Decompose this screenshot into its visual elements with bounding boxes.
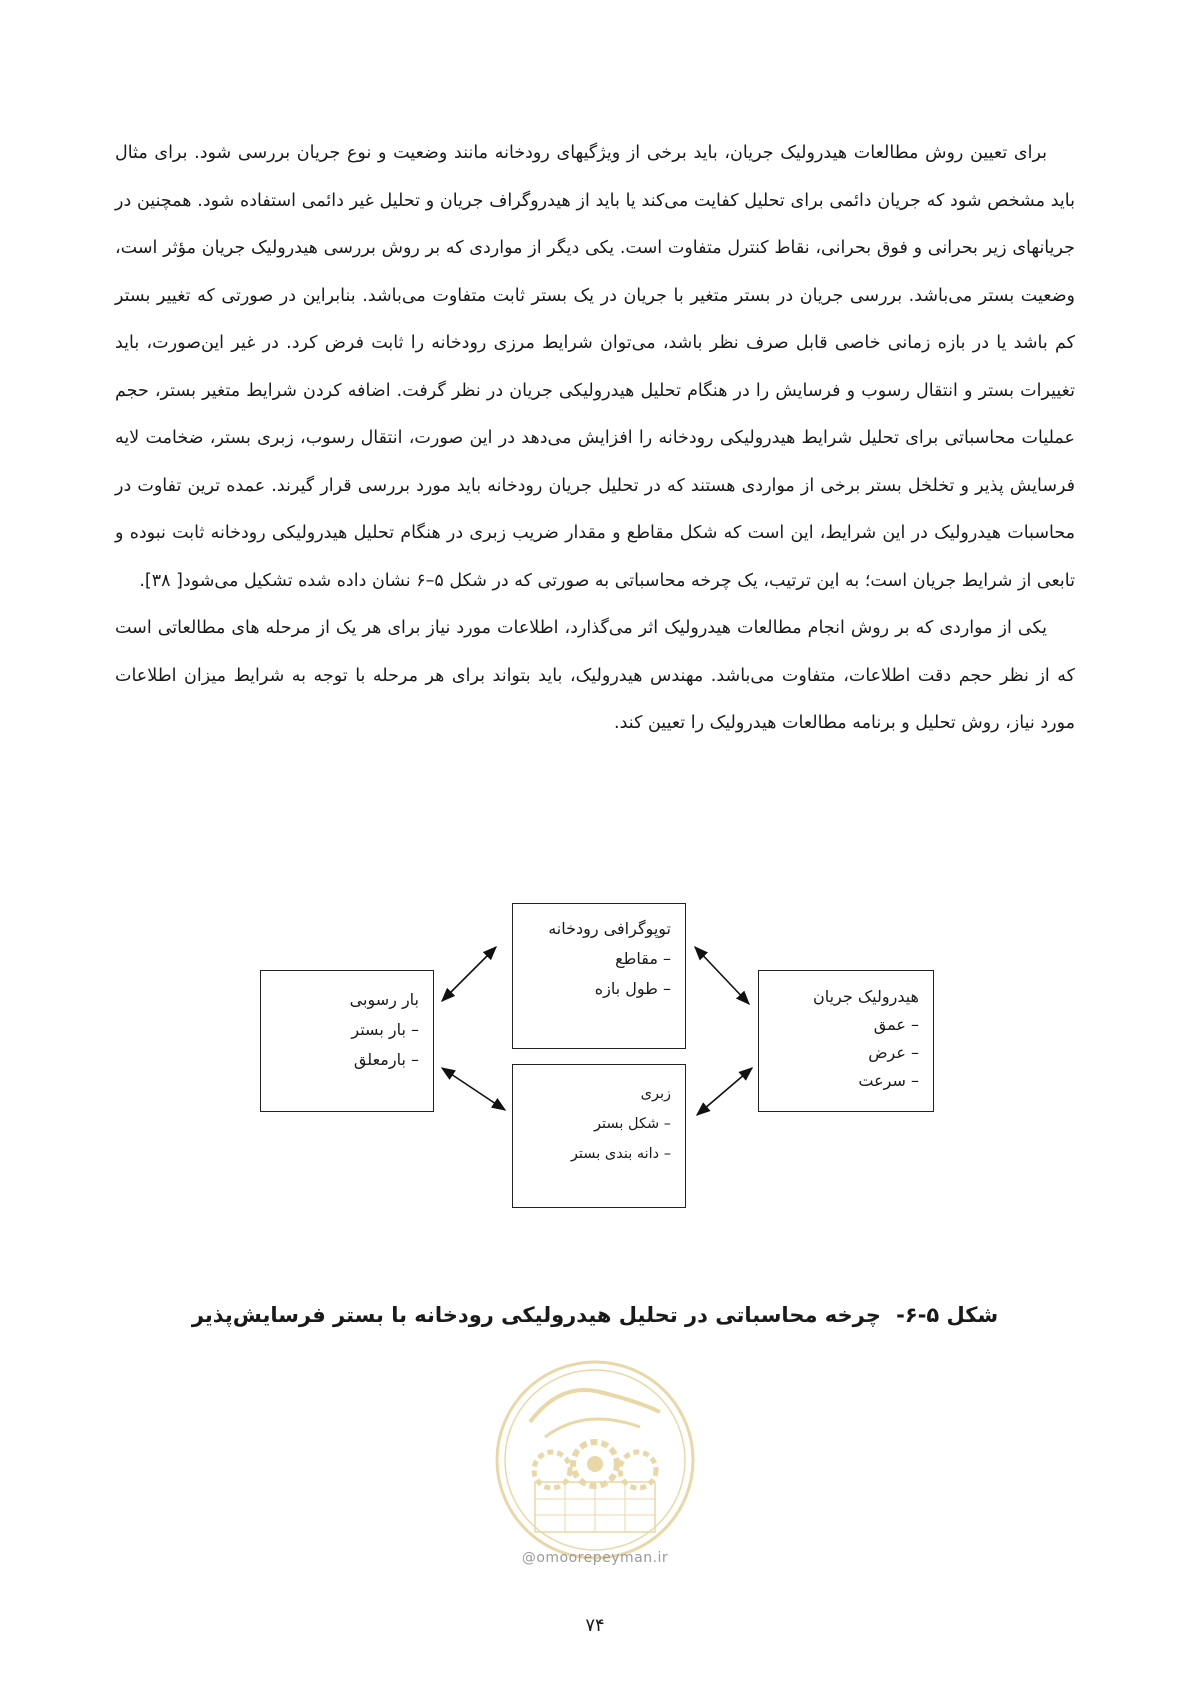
arrow-topography-hydraulics — [695, 947, 749, 1004]
flow-hydraulics-title: هیدرولیک جریان — [812, 987, 919, 1006]
paragraph-2: یکی از مواردی که بر روش انجام مطالعات هیدرولیک اثر می‌گذارد، اطلاعات مورد نیاز برای هر یک از مرحله های مطالعاتی است که از نظر حجم دقت اطلاعات، متفاوت می‌باشد. مهندس هیدرولیک، باید بتواند برای هر مرحله با توجه به شرایط میزان اطلاعات مورد نیاز، روش تحلیل و برنامه مطالعات هیدرولیک را تعیین کند. — [115, 618, 1075, 733]
reach-length-item: – طول بازه — [594, 979, 671, 998]
arrow-roughness-sediment — [442, 1068, 505, 1110]
body-text — [115, 130, 1075, 748]
width-item: – عرض — [868, 1043, 919, 1062]
cross-sections-item: – مقاطع — [615, 949, 671, 968]
figure-number: شکل ۵-۶- — [896, 1303, 999, 1327]
watermark-logo — [490, 1352, 700, 1568]
arrow-hydraulics-roughness — [697, 1068, 752, 1115]
roughness-box — [512, 1064, 686, 1208]
paragraph-1: برای تعیین روش مطالعات هیدرولیک جریان، باید برخی از ویژگیهای رودخانه مانند وضعیت و نوع جریان بررسی شود. برای مثال باید مشخص شود که جریان دائمی برای تحلیل کفایت می‌کند یا باید از هیدروگراف جریان و تحلیل غیر دائمی استفاده شود. همچنین در جریانهای زیر بحرانی و فوق بحرانی، نقاط کنترل متفاوت است. یکی دیگر از مواردی که بر روش بررسی هیدرولیک جریان مؤثر است، وضعیت بستر می‌باشد. بررسی جریان در بستر متغیر با جریان در یک بستر ثابت متفاوت می‌باشد. بنابراین در صورتی که تغییر بستر کم باشد یا در بازه زمانی خاصی قابل صرف نظر باشد، می‌توان شرایط مرزی رودخانه را ثابت فرض کرد. در غیر این‌صورت، باید تغییرات بستر و انتقال رسوب و فرسایش را در هنگام تحلیل هیدرولیکی جریان در نظر گرفت. اضافه کردن شرایط متغیر بستر، حجم عملیات محاسباتی برای تحلیل شرایط هیدرولیکی رودخانه را افزایش می‌دهد در این صورت، انتقال رسوب، زبری بستر، ضخامت لایه فرسایش پذیر و تخلخل بستر برخی از مواردی هستند که در تحلیل جریان رودخانه باید مورد بررسی قرار گیرند. عمده ترین تفاوت در محاسبات هیدرولیک در این شرایط، این است که شکل مقاطع و مقدار ضریب زبری در هنگام تحلیل هیدرولیکی رودخانه ثابت نبوده و تابعی از شرایط جریان است؛ به این ترتیب، یک چرخه محاسباتی به صورتی که در شکل ۵–۶ نشان داده شده تشکیل می‌شود[ ۳۸]. — [115, 143, 1075, 591]
figure-caption-text: چرخه محاسباتی در تحلیل هیدرولیکی رودخانه با بستر فرسایش‌پذیر — [191, 1303, 881, 1327]
suspended-load-item: – بارمعلق — [353, 1050, 419, 1069]
bed-form-item: – شکل بستر — [594, 1116, 671, 1132]
roughness-title: زبری — [640, 1086, 671, 1102]
sediment-load-title: بار رسوبی — [349, 990, 419, 1009]
sediment-load-box — [260, 970, 434, 1112]
river-topography-box — [512, 903, 686, 1049]
page-number: ۷۴ — [585, 1615, 605, 1636]
velocity-item: – سرعت — [858, 1071, 919, 1090]
watermark-site: @omoorepeyman.ir — [521, 1550, 669, 1566]
bed-gradation-item: – دانه بندی بستر — [570, 1146, 671, 1162]
bed-load-item: – بار بستر — [351, 1020, 419, 1039]
flow-hydraulics-box — [758, 970, 934, 1112]
depth-item: – عمق — [873, 1015, 919, 1034]
figure-caption — [100, 1303, 1090, 1327]
river-topography-title: توپوگرافی رودخانه — [548, 919, 671, 938]
arrow-sediment-topography — [442, 947, 496, 1001]
